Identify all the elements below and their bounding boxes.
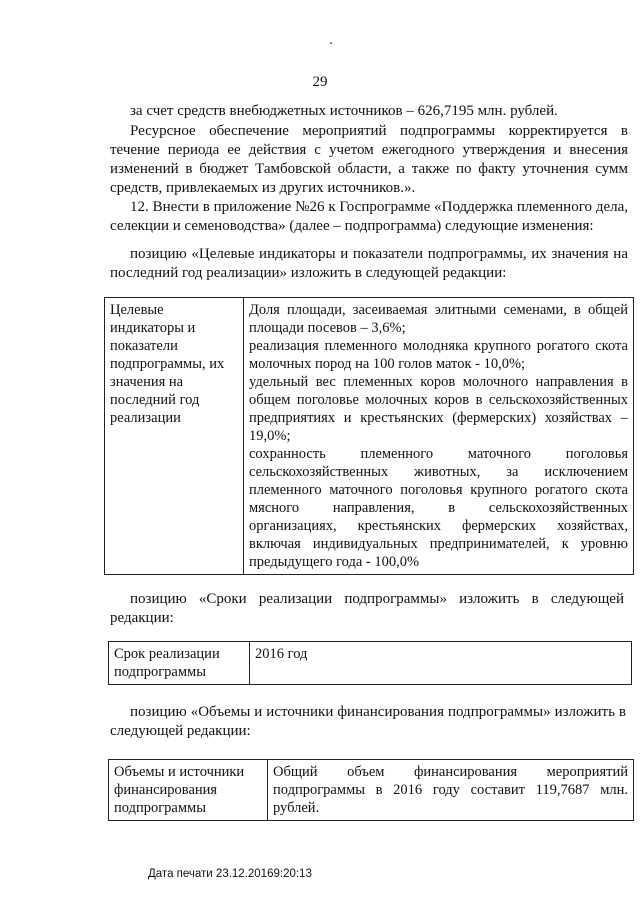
period-value-cell: 2016 год: [250, 642, 632, 685]
paragraph-funding-position: позицию «Объемы и источники финансирования подпрограммы» изложить в следующей редакции:: [110, 704, 626, 739]
print-date: Дата печати 23.12.20169:20:13: [148, 868, 312, 880]
indicator-item: реализация племенного молодняка крупного рогатого скота молочных пород на 100 голов маток - 10,0%;: [249, 338, 628, 372]
paragraph-period-position: позицию «Сроки реализации подпрограммы» изложить в следующей редакции:: [110, 591, 624, 626]
table-row: [109, 642, 632, 685]
paragraph-item-12: 12. Внести в приложение №26 к Госпрограмме «Поддержка племенного дела, селекции и семеноводства» (далее – подпрограмма) следующие изменения:: [110, 199, 628, 234]
table-row: [105, 298, 634, 575]
paragraph-resource-support: Ресурсное обеспечение мероприятий подпрограммы корректируется в течение периода ее действия с учетом ежегодного утверждения и внесения изменений в бюджет Тамбовской области, а также по факту уточнения сумм средств, привлекаемых из других источников.».: [110, 123, 628, 196]
indicators-value-cell: [244, 298, 634, 575]
period-table: [108, 641, 632, 685]
period-label-cell: Срок реализации подпрограммы: [109, 642, 250, 685]
funding-value-cell: Общий объем финансирования мероприятий подпрограммы в 2016 году составит 119,7687 млн. рублей.: [268, 760, 634, 821]
page-number: 29: [312, 74, 328, 90]
funding-table: [108, 759, 634, 821]
table-row: [109, 760, 634, 821]
indicator-item: сохранность племенного маточного поголовья сельскохозяйственных животных, за исключением племенного маточного поголовья крупного рогатого скота мясного направления, в сельскохозяйственных организациях, крестьянских фермерских хозяйствах, включая индивидуальных предпринимателей, к уровню предыдущего года - 100,0%: [249, 446, 628, 570]
paragraph-extrabudget: за счет средств внебюджетных источников – 626,7195 млн. рублей.: [130, 103, 558, 119]
funding-label-cell: Объемы и источники финансирования подпрограммы: [109, 760, 268, 821]
paragraph-indicators-position: позицию «Целевые индикаторы и показатели подпрограммы, их значения на последний год реализации» изложить в следующей редакции:: [110, 246, 628, 281]
indicator-item: удельный вес племенных коров молочного направления в общем поголовье молочных коров в сельскохозяйственных предприятиях и крестьянских (фермерских) хозяйствах – 19,0%;: [249, 374, 628, 444]
indicator-item: Доля площади, засеиваемая элитными семенами, в общей площади посевов – 3,6%;: [249, 302, 628, 336]
indicators-label-cell: Целевые индикаторы и показатели подпрограммы, их значения на последний год реализации: [105, 298, 244, 575]
indicators-table: [104, 297, 634, 575]
scan-speck: [330, 42, 332, 44]
